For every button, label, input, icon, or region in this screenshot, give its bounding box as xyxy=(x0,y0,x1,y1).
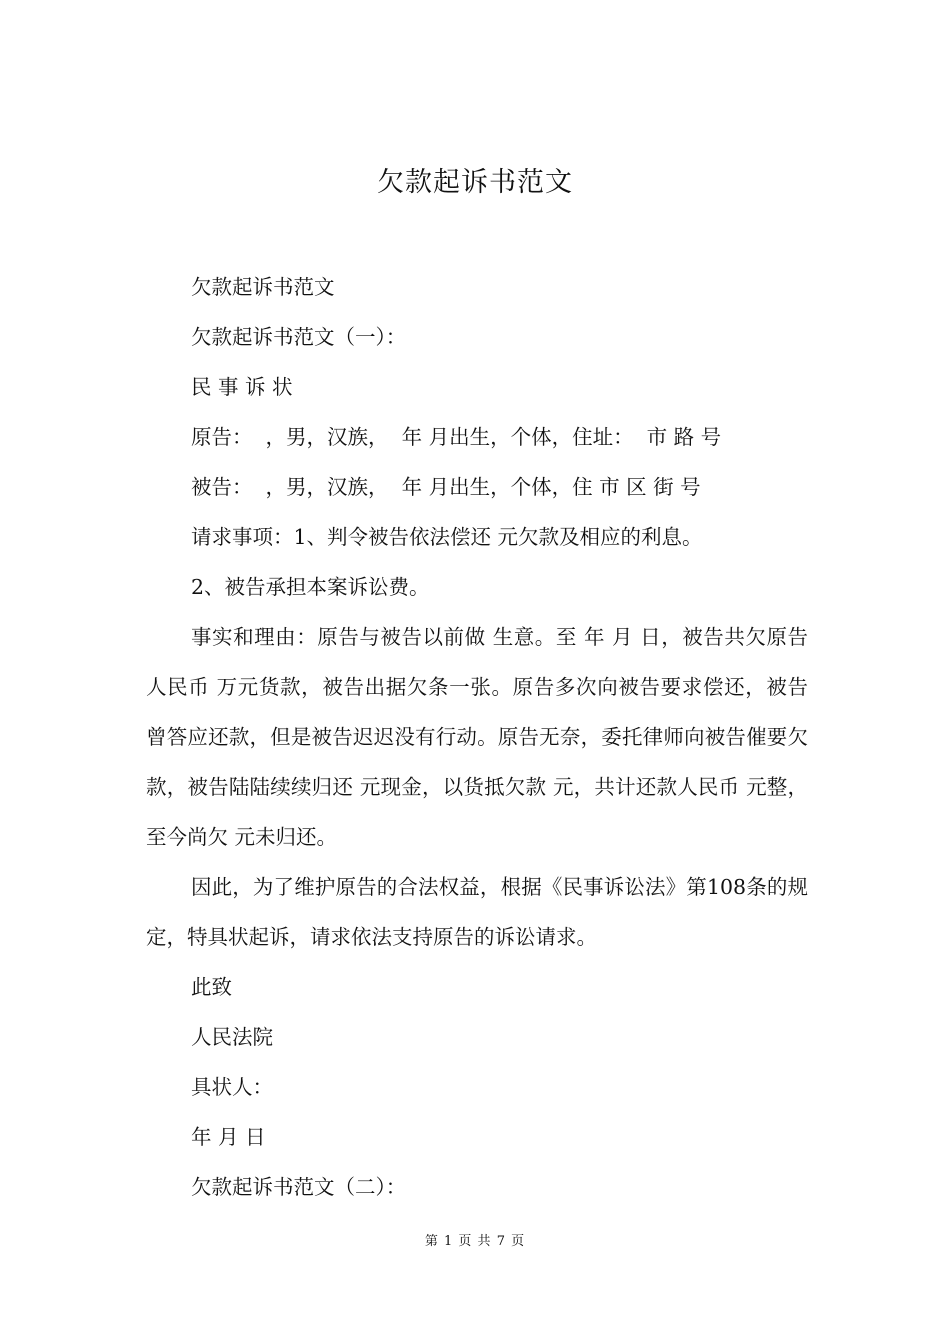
paragraph-therefore: 因此，为了维护原告的合法权益，根据《民事诉讼法》第108条的规定，特具状起诉，请求依法支持原告的诉讼请求。 xyxy=(146,875,808,949)
document-title: 欠款起诉书范文 xyxy=(377,167,573,198)
document-body xyxy=(146,262,808,1212)
paragraph-section-one-title: 欠款起诉书范文（一）： xyxy=(191,325,407,349)
paragraph-signatory: 具状人： xyxy=(191,1075,273,1099)
paragraph-section-two-title: 欠款起诉书范文（二）： xyxy=(191,1175,407,1199)
paragraph-plaintiff: 原告： ，男，汉族， 年 月出生，个体，住址： 市 路 号 xyxy=(191,425,722,449)
page-number: 第 1 页 共 7 页 xyxy=(424,1234,526,1249)
paragraph-salutation: 此致 xyxy=(191,975,232,999)
paragraph-complaint-title: 民 事 诉 状 xyxy=(191,375,293,399)
paragraph-facts-and-reasons: 事实和理由：原告与被告以前做 生意。至 年 月 日，被告共欠原告人民币 万元货款，被告出据欠条一张。原告多次向被告要求偿还，被告曾答应还款，但是被告迟迟没有行动。原告无奈，委托律师向被告催要欠款，被告陆陆续续归还 元现金，以货抵欠款 元，共计还款人民币 元整，至今尚欠 元未归还。 xyxy=(146,625,808,849)
paragraph-date: 年 月 日 xyxy=(191,1125,266,1149)
paragraph-claim-one: 请求事项：1、判令被告依法偿还 元欠款及相应的利息。 xyxy=(191,525,703,549)
paragraph-heading: 欠款起诉书范文 xyxy=(191,275,335,299)
paragraph-defendant: 被告： ，男，汉族， 年 月出生，个体，住 市 区 街 号 xyxy=(191,475,701,499)
paragraph-claim-two: 2、被告承担本案诉讼费。 xyxy=(191,575,430,599)
paragraph-court: 人民法院 xyxy=(191,1025,273,1049)
